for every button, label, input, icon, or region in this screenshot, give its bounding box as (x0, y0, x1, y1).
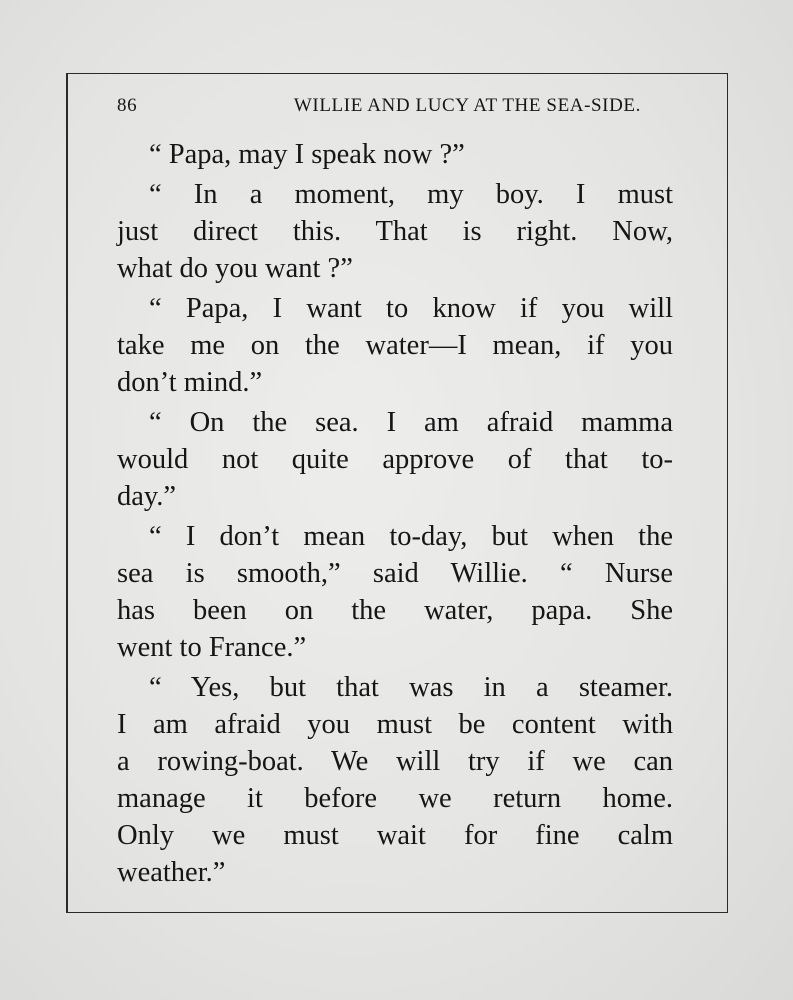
text-line: I am afraid you must be content with (117, 709, 673, 740)
paragraph (117, 669, 673, 891)
paragraph (117, 404, 673, 515)
running-header (117, 95, 641, 117)
text-line: take me on the water—I mean, if you (117, 330, 673, 361)
text-line: “ On the sea. I am afraid mamma (149, 407, 673, 438)
text-line: has been on the water, papa. She (117, 595, 673, 626)
text-line: a rowing-boat. We will try if we can (117, 746, 673, 777)
paragraph (117, 290, 673, 401)
paragraph (117, 136, 673, 173)
paragraph (117, 518, 673, 666)
text-line: “ In a moment, my boy. I must (149, 179, 673, 210)
text-line: “ Yes, but that was in a steamer. (149, 672, 673, 703)
text-line: “ Papa, may I speak now ?” (149, 139, 465, 170)
paragraph (117, 176, 673, 287)
text-line: what do you want ?” (117, 253, 353, 284)
text-line: “ Papa, I want to know if you will (149, 293, 673, 324)
text-line: went to France.” (117, 632, 307, 663)
text-line: weather.” (117, 857, 226, 888)
text-line: just direct this. That is right. Now, (117, 216, 673, 247)
page-number: 86 (117, 95, 138, 116)
body-text (117, 136, 673, 894)
text-line: day.” (117, 481, 177, 512)
text-line: sea is smooth,” said Willie. “ Nurse (117, 558, 673, 589)
text-line: Only we must wait for fine calm (117, 820, 673, 851)
running-title: WILLIE AND LUCY AT THE SEA-SIDE. (293, 95, 641, 116)
text-line: don’t mind.” (117, 367, 263, 398)
text-line: would not quite approve of that to- (117, 444, 673, 475)
text-line: manage it before we return home. (117, 783, 673, 814)
text-line: “ I don’t mean to-day, but when the (149, 521, 673, 552)
